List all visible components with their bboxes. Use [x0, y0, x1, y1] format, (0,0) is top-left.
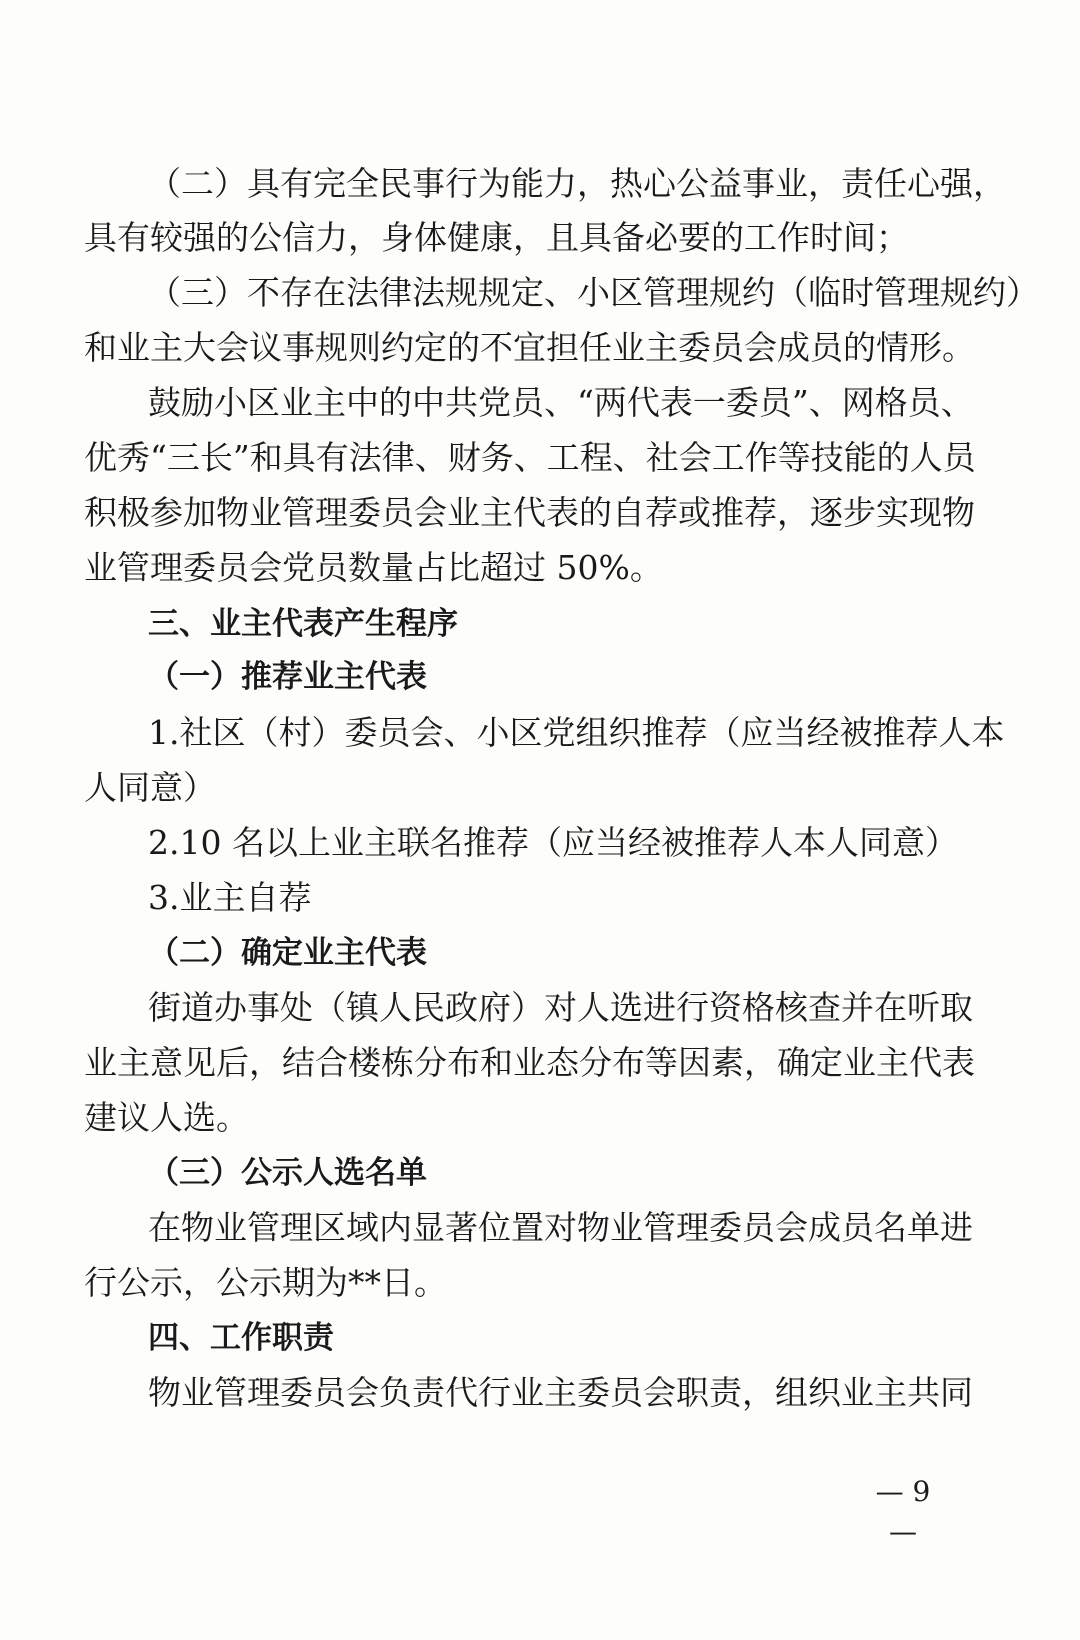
text-line-18: 建议人选。 — [84, 1098, 249, 1137]
section-heading-4: 四、工作职责 — [148, 1320, 334, 1356]
text-line-3: （三）不存在法律法规规定、小区管理规约（临时管理规约） — [148, 273, 1039, 312]
text-line-1: （二）具有完全民事行为能力，热心公益事业，责任心强， — [148, 164, 1006, 203]
text-line-4: 和业主大会议事规则约定的不宜担任业主委员会成员的情形。 — [84, 328, 975, 367]
text-line-17: 业主意见后，结合楼栋分布和业态分布等因素，确定业主代表 — [84, 1043, 975, 1082]
text-line-5: 鼓励小区业主中的中共党员、“两代表一委员”、网格员、 — [148, 383, 974, 422]
section-heading-3: 三、业主代表产生程序 — [148, 606, 458, 642]
text-line-16: 街道办事处（镇人民政府）对人选进行资格核查并在听取 — [148, 988, 973, 1027]
text-line-7: 积极参加物业管理委员会业主代表的自荐或推荐，逐步实现物 — [84, 493, 975, 532]
subheading-confirm: （二）确定业主代表 — [148, 935, 427, 971]
text-line-8: 业管理委员会党员数量占比超过 50%。 — [84, 548, 663, 587]
text-line-6: 优秀“三长”和具有法律、财务、工程、社会工作等技能的人员 — [84, 438, 976, 477]
text-line-13: 2.10 名以上业主联名推荐（应当经被推荐人本人同意） — [148, 823, 958, 862]
text-line-21: 行公示，公示期为**日。 — [84, 1263, 447, 1302]
text-line-23: 物业管理委员会负责代行业主委员会职责，组织业主共同 — [148, 1373, 973, 1412]
text-line-12: 人同意） — [84, 768, 216, 807]
text-line-11: 1.社区（村）委员会、小区党组织推荐（应当经被推荐人本 — [148, 713, 1005, 752]
text-line-20: 在物业管理区域内显著位置对物业管理委员会成员名单进 — [148, 1208, 973, 1247]
text-line-2: 具有较强的公信力，身体健康，且具备必要的工作时间； — [84, 218, 909, 257]
page-number: — 9 — — [875, 1475, 931, 1548]
subheading-recommend: （一）推荐业主代表 — [148, 659, 427, 695]
subheading-publicize: （三）公示人选名单 — [148, 1155, 427, 1191]
text-line-14: 3.业主自荐 — [148, 878, 312, 917]
